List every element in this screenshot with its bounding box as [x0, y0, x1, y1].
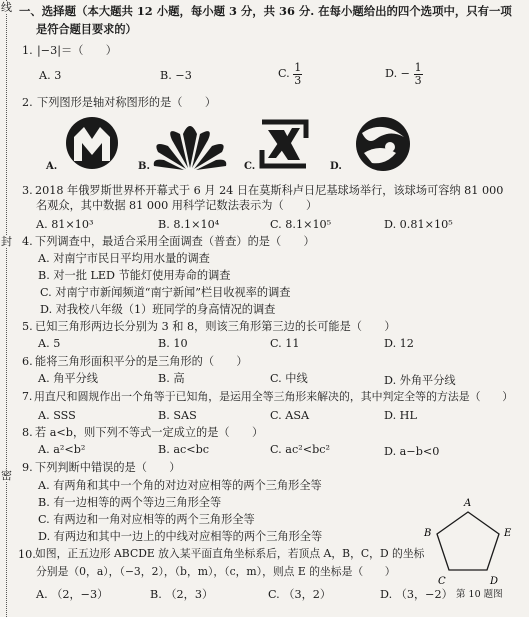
vertex-d-label: D	[490, 576, 499, 587]
q8-option-b: B. ac<bc	[158, 443, 210, 456]
q6-option-a: A. 角平分线	[38, 372, 98, 385]
vertex-c-label: C	[438, 576, 446, 587]
q9-option-a: A. 有两角和其中一个角的对边对应相等的两个三角形全等	[38, 479, 322, 492]
q7-number: 7.	[22, 390, 33, 403]
q9-number: 9.	[22, 461, 33, 474]
q4-option-d: D. 对我校八年级（1）班同学的身高情况的调查	[40, 303, 276, 316]
q6-number: 6.	[22, 355, 33, 368]
q9-option-b: B. 有一边相等的两个等边三角形全等	[38, 496, 222, 509]
q6-option-c: C. 中线	[270, 372, 308, 385]
q5-option-d: D. 12	[384, 337, 414, 350]
q5-option-a: A. 5	[38, 337, 61, 350]
pentagon-shape	[437, 512, 499, 570]
logo-petals-icon	[150, 114, 230, 174]
q1-option-a: A. 3	[39, 69, 62, 82]
q5-number: 5.	[22, 320, 33, 333]
q10-option-d: D. （3，−2）	[380, 588, 453, 601]
pentagon-figure	[418, 494, 518, 594]
q10-option-b: B. （2，3）	[150, 588, 214, 601]
q7-option-c: C. ASA	[270, 409, 310, 422]
q10-option-a: A. （2，−3）	[36, 588, 109, 601]
q1-option-d: D. − $\frac{1}{3}$	[385, 61, 422, 87]
logo-m-circle-icon	[60, 115, 124, 173]
q8-stem: 若 a<b，则下列不等式一定成立的是（ ）	[35, 426, 264, 439]
q4-number: 4.	[22, 235, 33, 248]
figure-caption: 第 10 题图	[456, 589, 503, 600]
q1-option-c-fraction: $\frac{1}{3}$	[294, 61, 302, 87]
q7-option-d: D. HL	[384, 409, 417, 422]
vertex-e-label: E	[504, 528, 512, 539]
q4-stem: 下列调查中，最适合采用全面调查（普查）的是（ ）	[35, 235, 315, 248]
q5-stem: 已知三角形两边长分别为 3 和 8，则该三角形第三边的长可能是（ ）	[35, 320, 396, 333]
section-title-cont: 是符合题目要求的）	[36, 22, 137, 36]
q1-stem: |−3|＝（ ）	[37, 44, 117, 57]
q7-option-a: A. SSS	[38, 409, 76, 422]
q6-option-d: D. 外角平分线	[384, 374, 456, 387]
q6-option-b: B. 高	[158, 372, 185, 385]
section-title: 一、选择题（本大题共 12 小题，每小题 3 分，共 36 分. 在每小题给出的四个选项中，只有一项	[19, 4, 512, 18]
q4-option-b: B. 对一批 LED 节能灯使用寿命的调查	[38, 269, 231, 282]
q8-option-c: C. ac²<bc²	[270, 443, 330, 456]
q10-stem-line1: 如图，正五边形 ABCDE 放入某平面直角坐标系后，若顶点 A，B，C，D 的坐标	[35, 547, 425, 560]
q7-stem: 用直尺和圆规作出一个角等于已知角，是运用全等三角形来解决的，其中判定全等的方法是（ ）	[34, 390, 514, 403]
q2-option-c: C.	[244, 161, 256, 172]
q3-option-c: C. 8.1×10⁵	[270, 218, 332, 231]
q3-stem-line1: 2018 年俄罗斯世界杯开幕式于 6 月 24 日在莫斯科卢日尼基球场举行，该球场可容纳 81 000	[35, 184, 504, 197]
q9-stem: 下列判断中错误的是（ ）	[35, 461, 181, 474]
q4-option-a: A. 对南宁市民日平均用水量的调查	[38, 252, 210, 265]
q9-option-c: C. 有两边和一角对应相等的两个三角形全等	[38, 513, 255, 526]
q3-number: 3.	[22, 184, 33, 197]
q6-stem: 能将三角形面积平分的是三角形的（ ）	[35, 355, 248, 368]
q4-option-c: C. 对南宁市新闻频道“南宁新闻”栏目收视率的调查	[40, 286, 291, 299]
q10-stem-line2: 分别是（0，a），（−3，2），（b，m），（c，m），则点 E 的坐标是（ ）	[36, 565, 396, 578]
q3-option-d: D. 0.81×10⁵	[384, 218, 453, 231]
q2-option-d: D.	[330, 161, 342, 172]
q7-option-b: B. SAS	[158, 409, 197, 422]
binding-margin-line	[6, 0, 7, 617]
margin-char-xian: 线	[1, 1, 12, 14]
q10-number: 10.	[18, 548, 36, 561]
q3-option-a: A. 81×10³	[36, 218, 94, 231]
q2-option-a: A.	[46, 161, 58, 172]
q3-option-b: B. 8.1×10⁴	[158, 218, 220, 231]
q2-stem: 下列图形是轴对称图形的是（ ）	[37, 96, 217, 109]
logo-swirl-icon	[352, 113, 414, 175]
q8-option-a: A. a²<b²	[38, 443, 86, 456]
q2-option-b: B.	[138, 161, 150, 172]
vertex-a-label: A	[464, 498, 472, 509]
q1-option-c: C. $\frac{1}{3}$	[278, 61, 302, 87]
q2-number: 2.	[22, 96, 33, 109]
q10-option-c: C. （3，2）	[268, 588, 332, 601]
margin-char-feng: 封	[1, 235, 12, 248]
q5-option-b: B. 10	[158, 337, 188, 350]
q9-option-d: D. 有两边和其中一边上的中线对应相等的两个三角形全等	[38, 530, 323, 543]
q3-stem-line2: 名观众，其中数据 81 000 用科学记数法表示为（ ）	[36, 199, 318, 212]
q1-option-b: B. −3	[160, 69, 192, 82]
logo-square-arrows-icon	[258, 118, 310, 170]
q8-number: 8.	[22, 426, 33, 439]
q1-number: 1.	[22, 44, 33, 57]
q8-option-d: D. a−b<0	[384, 445, 440, 458]
q1-option-d-fraction: $\frac{1}{3}$	[414, 61, 422, 87]
q5-option-c: C. 11	[270, 337, 300, 350]
vertex-b-label: B	[424, 528, 432, 539]
margin-char-mi: 密	[1, 469, 12, 482]
